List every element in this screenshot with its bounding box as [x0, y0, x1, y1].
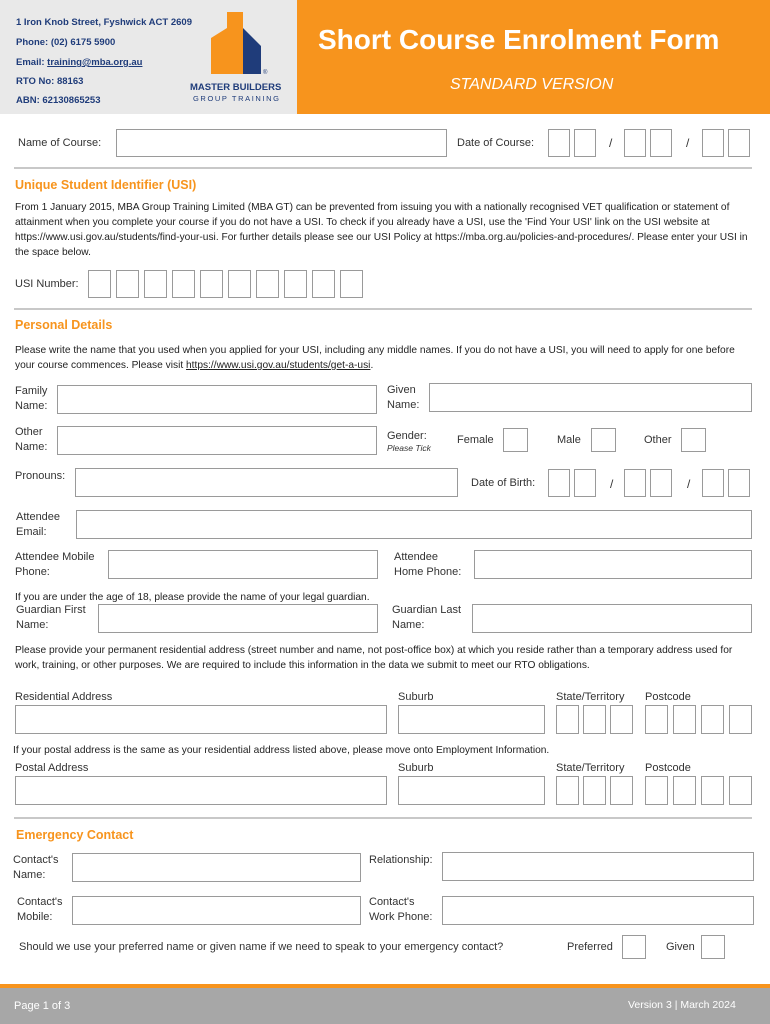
guardian-first-name-input[interactable] — [98, 604, 378, 633]
address-note: Please provide your permanent residential address (street number and name, not post-office box) at which you reside rather than a temporary address used for work, training, or other purposes. We are required to include this information in the data we submit to meet our RTO obligations. — [15, 645, 733, 671]
given-name-label: Given — [387, 384, 416, 396]
guardian-note: If you are under the age of 18, please provide the name of your legal guardian. — [15, 592, 370, 603]
section-divider — [14, 308, 752, 310]
usi-char-box[interactable] — [172, 270, 195, 298]
guardian-first-label: Name: — [16, 619, 49, 631]
gender-male-checkbox[interactable] — [591, 428, 616, 452]
usi-heading: Unique Student Identifier (USI) — [15, 178, 197, 192]
contact-work-phone-label: Contact's — [369, 896, 415, 908]
postal-postcode-box[interactable] — [645, 776, 668, 805]
course-date-digit[interactable] — [574, 129, 596, 157]
gender-other-checkbox[interactable] — [681, 428, 706, 452]
attendee-home-phone-label: Attendee — [394, 551, 439, 563]
contact-name-input[interactable] — [72, 853, 361, 882]
residential-postcode-box[interactable] — [645, 705, 668, 734]
other-name-label: Other — [15, 426, 43, 438]
org-abn: ABN: 62130865253 — [16, 95, 101, 106]
residential-postcode-label: Postcode — [645, 691, 691, 703]
attendee-mobile-label: Attendee Mobile — [15, 551, 95, 563]
postal-suburb-input[interactable] — [398, 776, 545, 805]
postal-state-label: State/Territory — [556, 762, 625, 774]
date-separator: / — [609, 136, 613, 150]
dob-label: Date of Birth: — [471, 477, 536, 489]
personal-intro-end: . — [370, 360, 374, 371]
header-title-panel — [297, 0, 770, 114]
family-name-label: Name: — [15, 400, 48, 412]
residential-postcode-box[interactable] — [729, 705, 752, 734]
org-phone: Phone: (02) 6175 5900 — [16, 37, 116, 48]
gender-female-label: Female — [457, 434, 494, 446]
residential-suburb-input[interactable] — [398, 705, 545, 734]
postal-address-input[interactable] — [15, 776, 387, 805]
residential-state-box[interactable] — [556, 705, 579, 734]
other-name-label: Name: — [15, 441, 48, 453]
residential-address-input[interactable] — [15, 705, 387, 734]
usi-char-box[interactable] — [340, 270, 363, 298]
pronouns-input[interactable] — [75, 468, 458, 497]
given-name-label: Name: — [387, 399, 420, 411]
personal-intro-text: Please write the name that you used when you applied for your USI, including any middle names. If you do not have a USI, you will need to apply for one before your course commences. Please visit — [15, 345, 735, 371]
usi-get-link[interactable]: https://www.usi.gov.au/students/get-a-usi — [186, 360, 371, 371]
contact-mobile-input[interactable] — [72, 896, 361, 925]
usi-char-box[interactable] — [284, 270, 307, 298]
org-email-label: Email: — [16, 57, 45, 68]
personal-intro — [15, 343, 755, 373]
form-subtitle: STANDARD VERSION — [450, 76, 614, 93]
residential-postcode-box[interactable] — [701, 705, 724, 734]
course-date-digit[interactable] — [702, 129, 724, 157]
postal-state-box[interactable] — [556, 776, 579, 805]
usi-char-box[interactable] — [228, 270, 251, 298]
usi-paragraph: From 1 January 2015, MBA Group Training Limited (MBA GT) can be prevented from issuing you with a nationally recognised VET qualification or statement of attainment when you complete your course if you do not have a USI. To check if you already have a USI, use the 'Find Your USI' link on the USI website at https://www.usi.gov.au/students/find-your-usi. For further details please see our USI Policy at https://mba.org.au/policies-and-procedures/. Please enter your USI in the space below. — [15, 202, 748, 258]
org-email-row — [16, 57, 142, 68]
postal-address-label: Postal Address — [15, 762, 89, 774]
guardian-last-label: Guardian Last — [392, 604, 462, 616]
attendee-home-phone-input[interactable] — [474, 550, 752, 579]
dob-digit[interactable] — [650, 469, 672, 497]
page-number: Page 1 of 3 — [14, 1000, 71, 1012]
gender-male-label: Male — [557, 434, 581, 446]
given-checkbox[interactable] — [701, 935, 725, 959]
postal-postcode-box[interactable] — [729, 776, 752, 805]
family-name-input[interactable] — [57, 385, 377, 414]
gender-female-checkbox[interactable] — [503, 428, 528, 452]
residential-address-label: Residential Address — [15, 691, 113, 703]
section-divider — [14, 167, 752, 169]
attendee-mobile-label: Phone: — [15, 566, 50, 578]
course-name-label: Name of Course: — [18, 137, 102, 149]
please-tick-hint: Please Tick — [387, 443, 431, 453]
given-option-label: Given — [666, 941, 695, 953]
usi-char-box[interactable] — [116, 270, 139, 298]
postal-postcode-label: Postcode — [645, 762, 691, 774]
gender-other-label: Other — [644, 434, 672, 446]
relationship-label: Relationship: — [369, 854, 433, 866]
course-date-label: Date of Course: — [457, 137, 535, 149]
usi-char-box[interactable] — [312, 270, 335, 298]
attendee-mobile-input[interactable] — [108, 550, 378, 579]
contact-name-label: Name: — [13, 869, 46, 881]
relationship-input[interactable] — [442, 852, 754, 881]
course-name-input[interactable] — [116, 129, 447, 157]
postal-note: If your postal address is the same as your residential address listed above, please move onto Employment Information. — [13, 745, 550, 756]
residential-state-box[interactable] — [583, 705, 606, 734]
contact-name-label: Contact's — [13, 854, 59, 866]
contact-work-phone-input[interactable] — [442, 896, 754, 925]
usi-char-box[interactable] — [200, 270, 223, 298]
dob-digit[interactable] — [548, 469, 570, 497]
logo-text: MASTER BUILDERS — [190, 82, 282, 93]
guardian-first-label: Guardian First — [16, 604, 86, 616]
org-address: 1 Iron Knob Street, Fyshwick ACT 2609 — [16, 17, 192, 28]
org-rto: RTO No: 88163 — [16, 76, 84, 87]
logo-subtext: GROUP TRAINING — [193, 94, 281, 103]
postal-state-box[interactable] — [610, 776, 633, 805]
postal-postcode-box[interactable] — [673, 776, 696, 805]
form-title: Short Course Enrolment Form — [318, 24, 720, 55]
residential-postcode-box[interactable] — [673, 705, 696, 734]
preferred-option-label: Preferred — [567, 941, 613, 953]
preferred-checkbox[interactable] — [622, 935, 646, 959]
guardian-last-name-input[interactable] — [472, 604, 752, 633]
course-date-digit[interactable] — [650, 129, 672, 157]
usi-char-box[interactable] — [144, 270, 167, 298]
pronouns-label: Pronouns: — [15, 470, 66, 482]
residential-state-box[interactable] — [610, 705, 633, 734]
other-name-input[interactable] — [57, 426, 377, 455]
org-email-link[interactable]: training@mba.org.au — [47, 57, 143, 68]
postal-suburb-label: Suburb — [398, 762, 434, 774]
given-name-input[interactable] — [429, 383, 752, 412]
usi-char-box[interactable] — [88, 270, 111, 298]
contact-mobile-label: Contact's — [17, 896, 63, 908]
master-builders-logo-icon — [205, 10, 269, 78]
attendee-email-label: Attendee — [16, 511, 61, 523]
preferred-name-question: Should we use your preferred name or given name if we need to speak to your emergency contact? — [19, 941, 504, 953]
attendee-home-phone-label: Home Phone: — [394, 566, 462, 578]
course-date-digit[interactable] — [548, 129, 570, 157]
contact-work-phone-label: Work Phone: — [369, 911, 433, 923]
svg-text:®: ® — [263, 70, 268, 76]
attendee-email-label: Email: — [16, 526, 47, 538]
dob-digit[interactable] — [728, 469, 750, 497]
usi-number-label: USI Number: — [15, 278, 79, 290]
dob-digit[interactable] — [702, 469, 724, 497]
postal-state-box[interactable] — [583, 776, 606, 805]
residential-suburb-label: Suburb — [398, 691, 434, 703]
emergency-heading: Emergency Contact — [16, 828, 134, 842]
dob-digit[interactable] — [574, 469, 596, 497]
personal-heading: Personal Details — [15, 318, 113, 332]
date-separator: / — [686, 136, 690, 150]
section-divider — [14, 817, 752, 819]
postal-postcode-box[interactable] — [701, 776, 724, 805]
family-name-label: Family — [15, 385, 48, 397]
date-separator: / — [610, 477, 614, 491]
dob-digit[interactable] — [624, 469, 646, 497]
guardian-last-label: Name: — [392, 619, 425, 631]
date-separator: / — [687, 477, 691, 491]
gender-label: Gender: — [387, 430, 427, 442]
course-date-digit[interactable] — [624, 129, 646, 157]
contact-mobile-label: Mobile: — [17, 911, 53, 923]
version-label: Version 3 | March 2024 — [628, 999, 736, 1011]
course-date-digit[interactable] — [728, 129, 750, 157]
attendee-email-input[interactable] — [76, 510, 752, 539]
usi-char-box[interactable] — [256, 270, 279, 298]
residential-state-label: State/Territory — [556, 691, 625, 703]
